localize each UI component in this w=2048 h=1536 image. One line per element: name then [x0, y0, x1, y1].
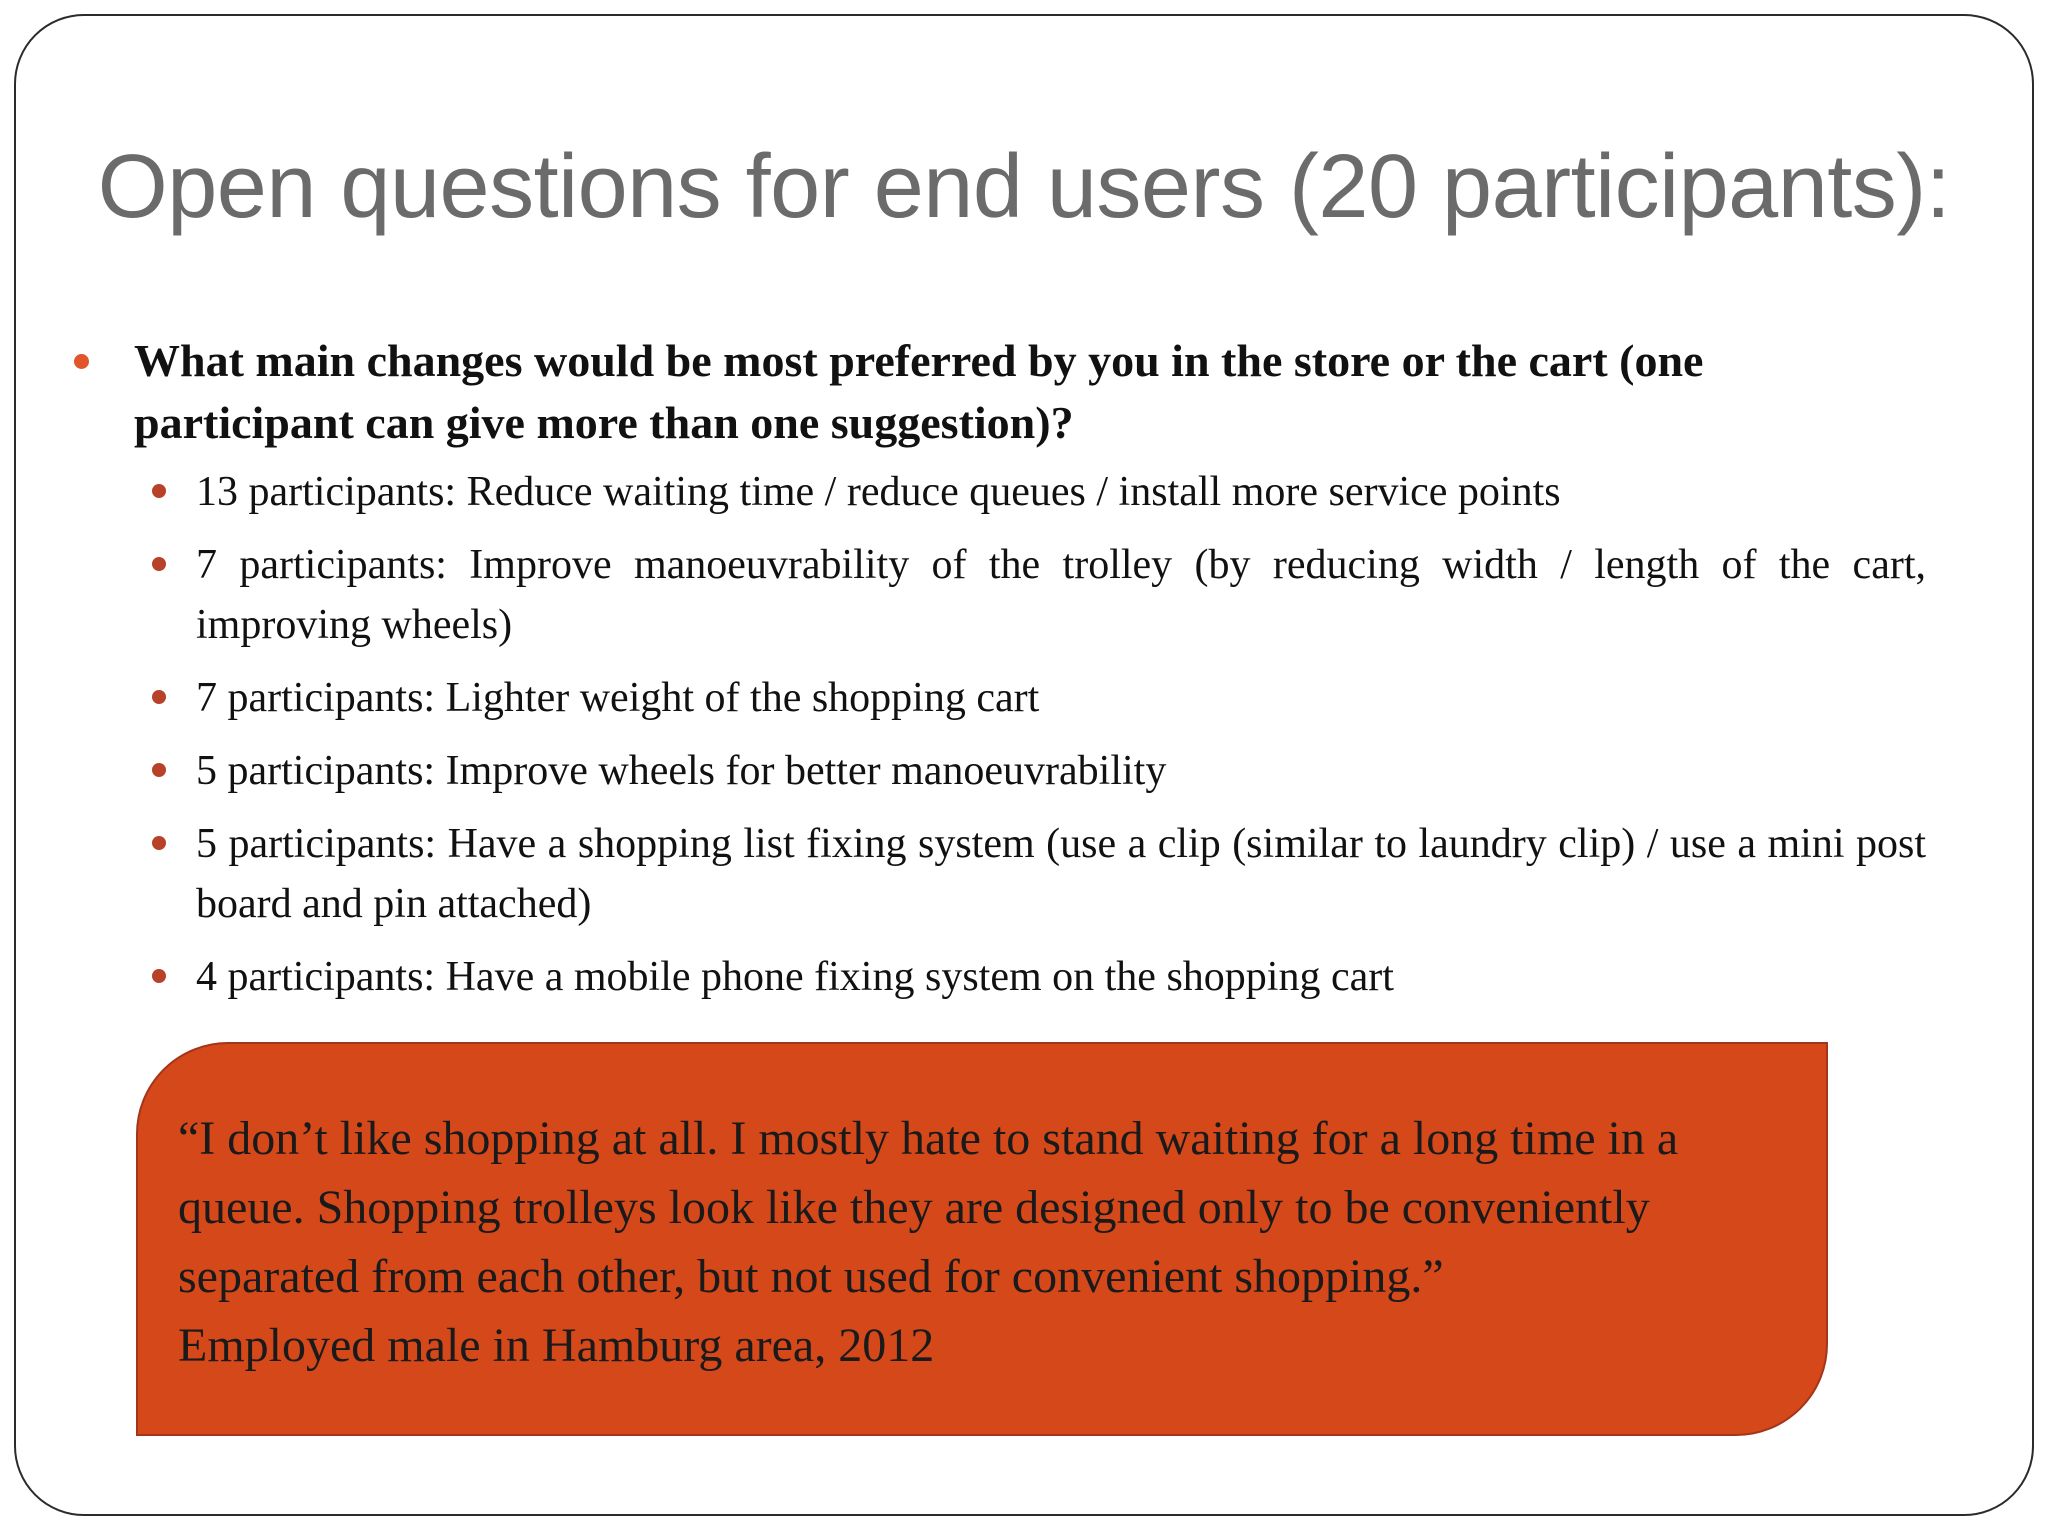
quote-callout: [136, 1042, 1828, 1436]
answer-text: 5 participants: Improve wheels for better manoeuvrability: [196, 748, 1167, 794]
bullet-dot-icon: [152, 836, 166, 850]
quote-text: [178, 1104, 1798, 1380]
answer-text: 7 participants: Improve manoeuvrability of the trolley (by reducing width / length of the cart, improving wheels): [196, 542, 1926, 648]
answer-text: 13 participants: Reduce waiting time / reduce queues / install more service points: [196, 469, 1561, 515]
bullet-dot-icon: [152, 763, 166, 777]
answer-text: 7 participants: Lighter weight of the shopping cart: [196, 675, 1040, 721]
question-text: What main changes would be most preferred by you in the store or the cart (one participant can give more than one suggestion)?: [134, 335, 1704, 448]
list-item: [68, 814, 1928, 934]
list-item: [68, 947, 1928, 1007]
bullet-dot-icon: [152, 484, 166, 498]
list-item: [68, 668, 1928, 728]
bullet-dot-icon: [74, 354, 89, 369]
quote-line: queue. Shopping trolleys look like they are designed only to be conveniently: [178, 1181, 1650, 1234]
slide-title: Open questions for end users (20 participants):: [97, 137, 1951, 237]
bullet-dot-icon: [152, 557, 166, 571]
quote-attribution: Employed male in Hamburg area, 2012: [178, 1319, 935, 1372]
quote-line: separated from each other, but not used for convenient shopping.”: [178, 1250, 1444, 1303]
list-item: [68, 462, 1928, 522]
answer-text: 4 participants: Have a mobile phone fixing system on the shopping cart: [196, 954, 1394, 1000]
bullet-dot-icon: [152, 969, 166, 983]
quote-line: “I don’t like shopping at all. I mostly hate to stand waiting for a long time in a: [178, 1112, 1679, 1165]
slide-content: [68, 330, 1928, 1020]
list-item: [68, 741, 1928, 801]
bullet-dot-icon: [152, 690, 166, 704]
list-item: [68, 535, 1928, 655]
question-bullet: [68, 330, 1928, 454]
answer-list: [68, 462, 1928, 1007]
answer-text: 5 participants: Have a shopping list fixing system (use a clip (similar to laundry clip) / use a mini post board and pin attached): [196, 821, 1926, 927]
